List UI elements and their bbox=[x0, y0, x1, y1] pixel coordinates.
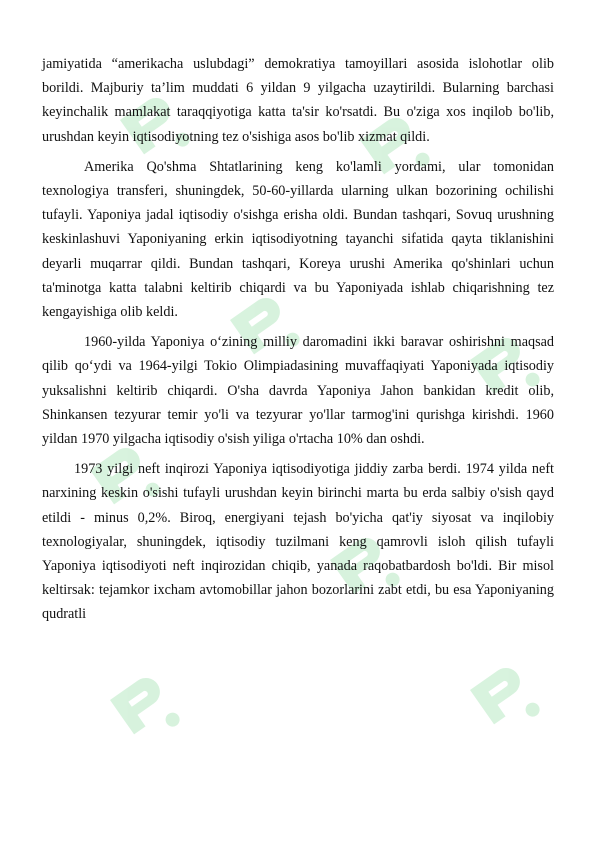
watermark-logo-icon bbox=[470, 662, 543, 738]
watermark-logo-icon bbox=[110, 672, 183, 748]
document-body bbox=[42, 52, 554, 633]
paragraph: Amerika Qo'shma Shtatlarining keng ko'lamli yordami, ular tomonidan texnologiya transferi, shuningdek, 50-60-yillarda ularning ulkan bozorining ochilishi tufayli. Yaponiya jadal iqtisodiy o'sishga erisha oldi. Bundan tashqari, Sovuq urushning keskinlashuvi Yaponiyaning erkin iqtisodiyotning tayanchi sifatida qayta tiklanishini deyarli muqarrar qildi. Bundan tashqari, Koreya urushi Amerika qo'shinlari uchun ta'minotga katta talabni keltirib chiqardi va bu Yaponiyada ishlab chiqarishning tez kengayishiga olib keldi. bbox=[42, 158, 554, 321]
paragraph: 1973 yilgi neft inqirozi Yaponiya iqtisodiyotiga jiddiy zarba berdi. 1974 yilda neft narxining keskin o'sishi tufayli urushdan keyin birinchi marta bu erda salbiy o'sish qayd etildi - minus 0,2%. Biroq, energiyani tejash bo'yicha qat'iy siyosat va inqilobiy texnologiyalar, shuningdek, iqtisodiy tuzilmani keng qamrovli isloh qilish tufayli Yaponiya iqtisodiyoti neft inqirozidan chiqib, yanada raqobatbardosh bo'ldi. Bir misol keltirsak: tejamkor ixcham avtomobillar jahon bozorlarini zabt etdi, bu esa Yaponiyaning qudratli bbox=[42, 461, 554, 623]
paragraph: jamiyatida “amerikacha uslubdagi” demokratiya tamoyillari asosida islohotlar olib borildi. Majburiy ta’lim muddati 6 yildan 9 yilgacha uzaytirildi. Bularning barchasi keyinchalik mamlakat taraqqiyotiga katta ta'sir ko'rsatdi. Bu o'ziga xos inqilob bo'lib, urushdan keyin iqtisodiyotning tez o'sishiga asos bo'lib xizmat qildi. bbox=[42, 56, 554, 145]
paragraph: 1960-yilda Yaponiya o‘zining milliy daromadini ikki baravar oshirishni maqsad qilib qo‘ydi va 1964-yilgi Tokio Olimpiadasining muvaffaqiyati Yaponiyada iqtisodiy yuksalishni keltirib chiqardi. O'sha davrda Yaponiya Jahon bankidan kredit olib, Shinkansen tezyurar temir yo'li va tezyurar yo'llar tarmog'ini qurishga kirishdi. 1960 yildan 1970 yilgacha iqtisodiy o'sish yiliga o'rtacha 10% dan oshdi. bbox=[42, 334, 554, 448]
